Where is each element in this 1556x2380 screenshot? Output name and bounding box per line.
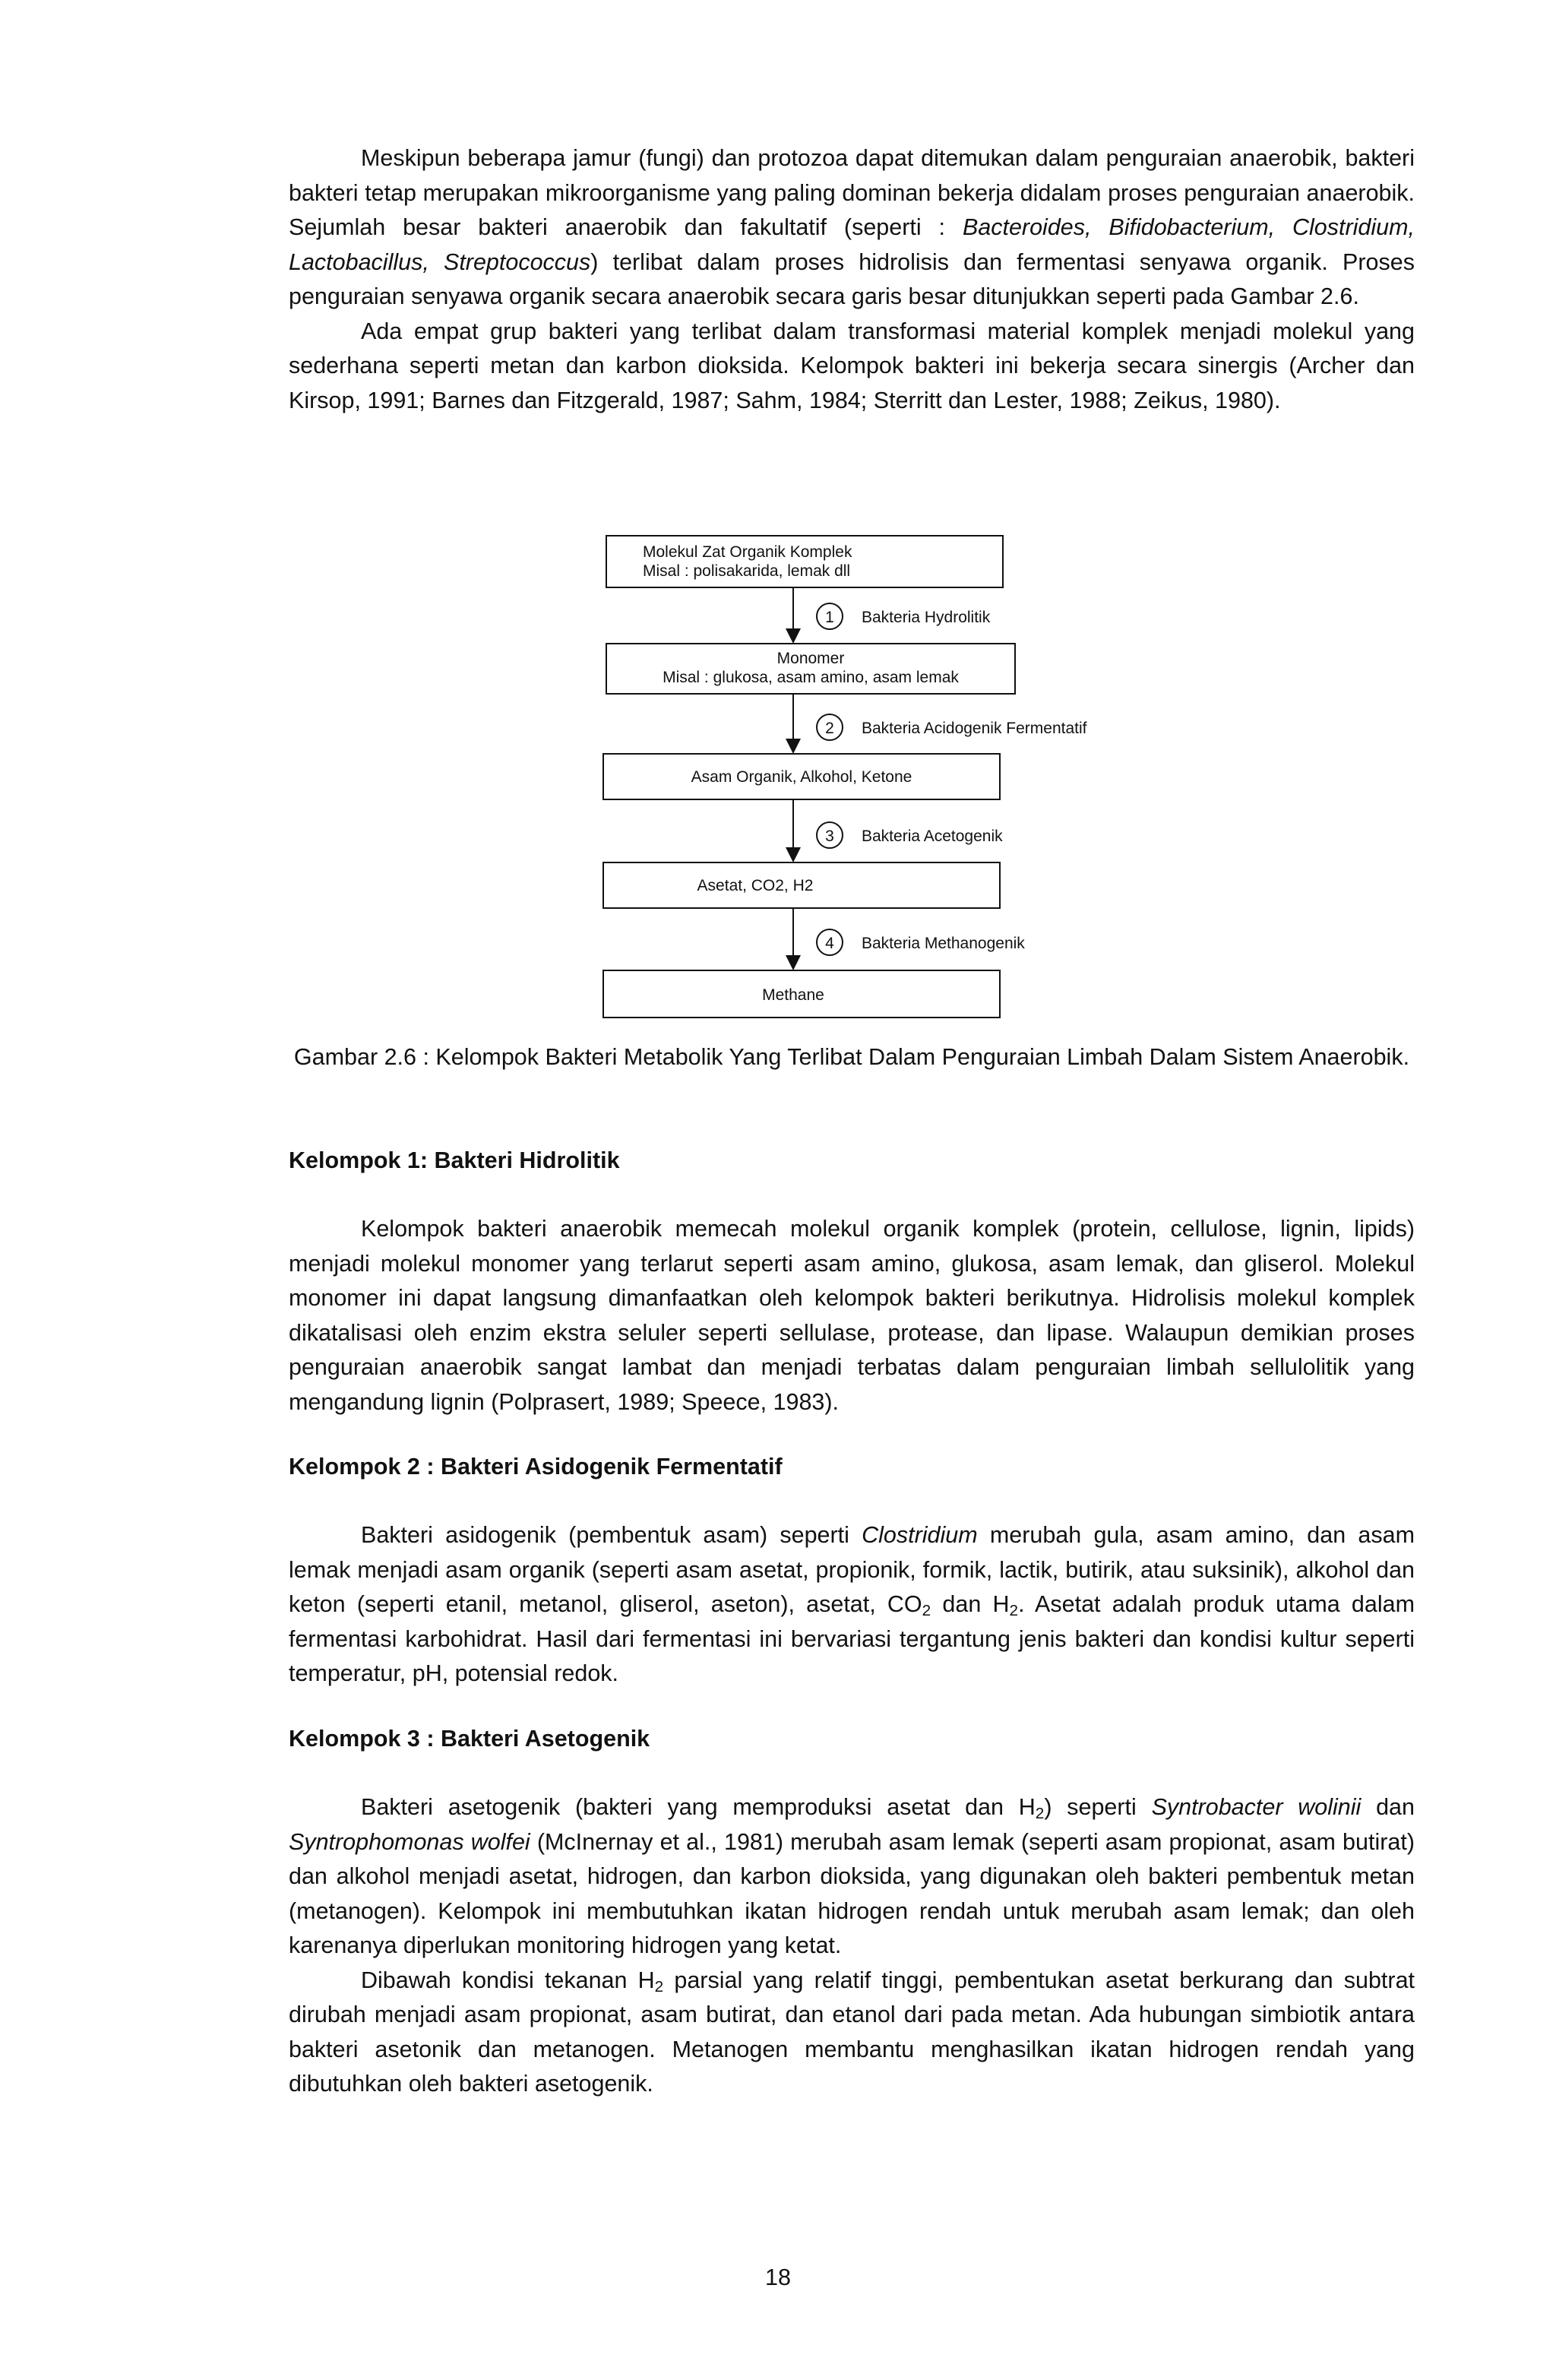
svg-text:Misal : polisakarida, lemak dl: Misal : polisakarida, lemak dll	[643, 562, 851, 580]
svg-text:3: 3	[825, 828, 834, 845]
svg-text:2: 2	[825, 720, 834, 737]
figure-caption: Gambar 2.6 : Kelompok Bakteri Metabolik Yang Terlibat Dalam Penguraian Limbah Dalam Sistem Anaerobik.	[293, 1044, 1410, 1070]
box-methane	[603, 970, 1000, 1018]
svg-text:Bakteria Hydrolitik: Bakteria Hydrolitik	[862, 609, 991, 626]
step-2	[817, 714, 1087, 740]
svg-text:Bakteria Acidogenik Fermentati: Bakteria Acidogenik Fermentatif	[862, 720, 1087, 737]
svg-text:Bakteria Methanogenik: Bakteria Methanogenik	[862, 935, 1025, 952]
kelompok-3-paragraph-2: Dibawah kondisi tekanan $H_2$ parsial yang relatif tinggi, pembentukan asetat berkurang dan subtrat dirubah menjadi asam propionat, asam butirat, dan etanol dari pada metan. Ada hubungan simbiotik antara bakteri asetonik dan metanogen. Metanogen membantu menghasilkan ikatan hidrogen rendah yang dibutuhkan oleh bakteri asetogenik.	[289, 1967, 1415, 2097]
svg-text:Asetat, CO2, H2: Asetat, CO2, H2	[697, 877, 814, 894]
svg-text:Monomer: Monomer	[776, 650, 845, 667]
box-organic-acids	[603, 754, 1000, 799]
svg-text:Asam Organik, Alkohol, Ketone: Asam Organik, Alkohol, Ketone	[691, 768, 912, 786]
kelompok-3-heading: Kelompok 3 : Bakteri Asetogenik	[289, 1726, 650, 1752]
box-monomer	[606, 644, 1015, 694]
kelompok-3-paragraph-1: Bakteri asetogenik (bakteri yang memproduksi asetat dan $H_2$) seperti Syntrobacter wolinii dan Syntrophomonas wolfei (McInernay et al., 1981) merubah asam lemak (seperti asam propionat, asam butirat) dan alkohol menjadi asetat, hidrogen, dan karbon dioksida, yang digunakan oleh bakteri pembentuk metan (metanogen). Kelompok ini membutuhkan ikatan hidrogen rendah untuk merubah asam lemak; dan oleh karenanya diperlukan monitoring hidrogen yang ketat.	[289, 1794, 1415, 1958]
kelompok-3-section	[289, 1722, 1415, 2102]
bacteria-genera: Bacteroides, Bifidobacterium, Clostridium, Lactobacillus, Streptococcus	[289, 214, 1415, 275]
anaerobic-process-diagram	[593, 528, 1140, 1030]
svg-text:Bakteria Acetogenik: Bakteria Acetogenik	[862, 828, 1003, 845]
svg-text:Methane: Methane	[762, 986, 824, 1004]
kelompok-2-section	[289, 1450, 1415, 1692]
clostridium-term: Clostridium	[862, 1522, 978, 1548]
intro-section	[289, 141, 1415, 418]
page-number: 18	[765, 2264, 791, 2290]
step-3	[817, 822, 1003, 848]
svg-text:4: 4	[825, 935, 834, 952]
step-1	[817, 603, 991, 629]
syntrobacter-term: Syntrobacter wolinii	[1151, 1794, 1362, 1820]
box-acetate	[603, 862, 1000, 908]
svg-text:Molekul Zat Organik Komplek: Molekul Zat Organik Komplek	[643, 543, 852, 561]
step-4	[817, 929, 1025, 955]
intro-paragraph-1: Meskipun beberapa jamur (fungi) dan protozoa dapat ditemukan dalam penguraian anaerobik, bakteri bakteri tetap merupakan mikroorganisme yang paling dominan bekerja didalam proses penguraian anaerobik. Sejumlah besar bakteri anaerobik dan fakultatif (seperti : Bacteroides, Bifidobacterium, Clostridium, Lactobacillus, Streptococcus) terlibat dalam proses hidrolisis dan fermentasi senyawa organik. Proses penguraian senyawa organik secara anaerobik secara garis besar ditunjukkan seperti pada Gambar 2.6.	[289, 145, 1415, 309]
syntrophomonas-term: Syntrophomonas wolfei	[289, 1828, 530, 1855]
kelompok-2-heading: Kelompok 2 : Bakteri Asidogenik Fermentatif	[289, 1454, 783, 1480]
svg-text:1: 1	[825, 609, 834, 626]
box-complex-organics	[606, 536, 1003, 587]
kelompok-1-heading: Kelompok 1: Bakteri Hidrolitik	[289, 1147, 620, 1173]
intro-paragraph-2: Ada empat grup bakteri yang terlibat dalam transformasi material komplek menjadi molekul yang sederhana seperti metan dan karbon dioksida. Kelompok bakteri ini bekerja secara sinergis (Archer dan Kirsop, 1991; Barnes dan Fitzgerald, 1987; Sahm, 1984; Sterritt dan Lester, 1988; Zeikus, 1980).	[289, 318, 1415, 413]
kelompok-1-section	[289, 1144, 1415, 1419]
kelompok-1-paragraph: Kelompok bakteri anaerobik memecah molekul organik komplek (protein, cellulose, lignin, lipids) menjadi molekul monomer yang terlarut seperti asam amino, glukosa, asam lemak, dan gliserol. Molekul monomer ini dapat langsung dimanfaatkan oleh kelompok bakteri berikutnya. Hidrolisis molekul komplek dikatalisasi oleh enzim ekstra seluler seperti sellulase, protease, dan lipase. Walaupun demikian proses penguraian anaerobik sangat lambat dan menjadi terbatas dalam penguraian limbah sellulolitik yang mengandung lignin (Polprasert, 1989; Speece, 1983).	[289, 1216, 1415, 1415]
svg-text:Misal : glukosa, asam amino, a: Misal : glukosa, asam amino, asam lemak	[663, 669, 959, 686]
kelompok-2-paragraph: Bakteri asidogenik (pembentuk asam) seperti Clostridium merubah gula, asam amino, dan asam lemak menjadi asam organik (seperti asam asetat, propionik, formik, lactik, butirik, atau suksinik), alkohol dan keton (seperti etanil, metanol, gliserol, aseton), asetat, $CO_2$ dan $H_2$. Asetat adalah produk utama dalam fermentasi karbohidrat. Hasil dari fermentasi ini bervariasi tergantung jenis bakteri dan kondisi kultur seperti temperatur, pH, potensial redok.	[289, 1522, 1415, 1686]
